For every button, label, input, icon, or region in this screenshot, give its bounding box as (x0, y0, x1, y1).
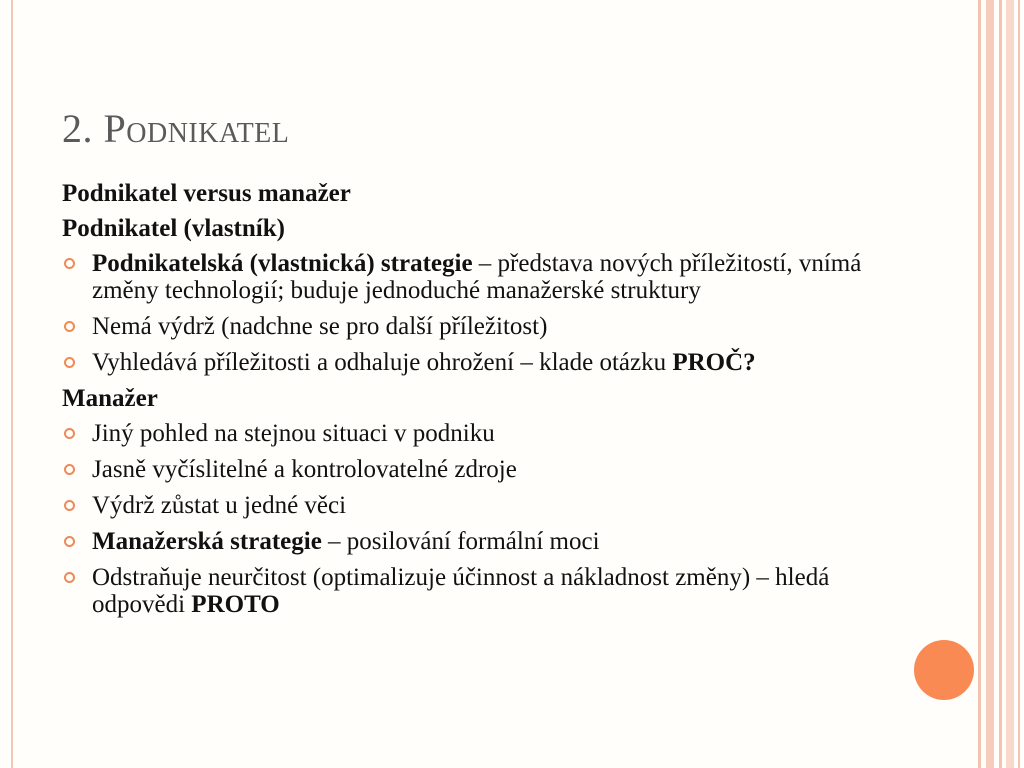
bullet-bold-suffix: PROTO (191, 591, 280, 618)
bullet-bold-term: Podnikatelská (vlastnická) strategie (92, 250, 473, 277)
bullet-description: Jasně vyčíslitelné a kontrolovatelné zdroje (92, 456, 517, 483)
frame-right-band-2 (1006, 0, 1014, 768)
bullet-item (62, 564, 882, 618)
bullet-icon (64, 500, 75, 511)
bullet-icon (64, 428, 75, 439)
bullet-description: Odstraňuje neurčitost (optimalizuje účinnost a nákladnost změny) – hledá odpovědi (92, 564, 830, 618)
frame-left-line (11, 0, 13, 768)
heading-podnikatel-versus-manazer: Podnikatel versus manažer (62, 180, 351, 207)
bullet-icon (64, 536, 75, 547)
bullet-icon (64, 572, 75, 583)
bullet-description: – posilování formální moci (321, 528, 600, 555)
frame-right-band-1 (986, 0, 994, 768)
bullet-item (62, 313, 882, 340)
bullet-item (62, 250, 882, 304)
bullet-description: Výdrž zůstat u jedné věci (92, 492, 347, 519)
bullet-icon (64, 357, 75, 368)
bullet-description: Jiný pohled na stejnou situaci v podniku (92, 420, 495, 447)
bullet-bold-term: Manažerská strategie (92, 528, 322, 555)
bullet-icon (64, 258, 75, 269)
frame-right-line-3 (1018, 0, 1020, 768)
bullet-description: Vyhledává příležitosti a odhaluje ohrožení – klade otázku (92, 349, 673, 376)
bullet-item (62, 528, 882, 555)
heading-podnikatel-vlastnik: Podnikatel (vlastník) (62, 215, 285, 242)
slide-title: 2. Podnikatel (62, 106, 290, 151)
frame-right-line-2 (999, 0, 1002, 768)
slide-content (62, 180, 882, 627)
frame-right-line-1 (978, 0, 981, 768)
decorative-circle (914, 640, 974, 700)
bullet-item (62, 492, 882, 519)
heading-manazer: Manažer (62, 385, 158, 412)
bullet-description: Nemá výdrž (nadchne se pro další příležitost) (92, 313, 548, 340)
bullet-icon (64, 321, 75, 332)
bullet-icon (64, 464, 75, 475)
bullet-item (62, 420, 882, 447)
bullet-description: – představa nových příležitostí, vnímá změny technologií; buduje jednoduché manažerské struktury (92, 250, 862, 304)
bullet-item (62, 349, 882, 376)
bullet-item (62, 456, 882, 483)
bullet-bold-suffix: PROČ? (672, 349, 756, 376)
